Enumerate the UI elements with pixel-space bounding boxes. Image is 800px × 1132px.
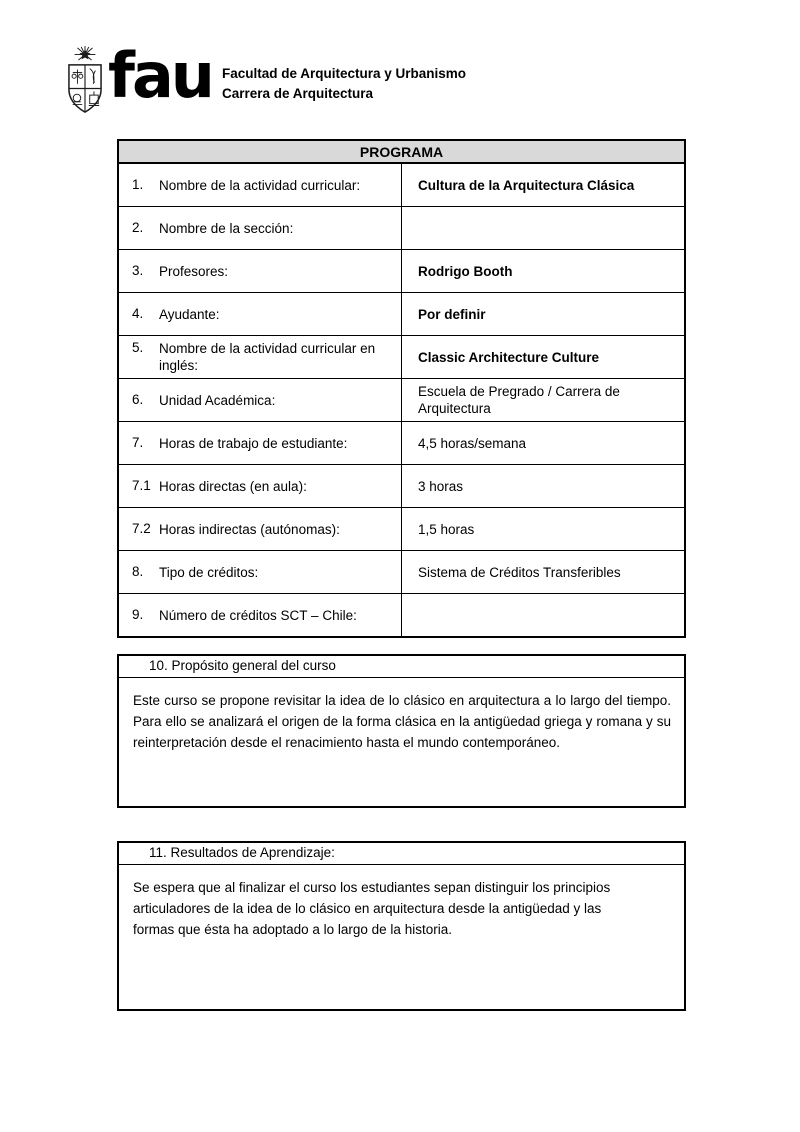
table-row-nombre-seccion (118, 207, 685, 250)
row-number: 6. (132, 391, 144, 407)
row-number: 1. (132, 176, 144, 192)
table-row-ayudante (118, 293, 685, 336)
row-label: 2. Nombre de la sección: (118, 207, 402, 250)
table-row-nombre-ingles (118, 336, 685, 379)
table-row-unidad-academica (118, 379, 685, 422)
row-value (402, 594, 686, 638)
row-label: 9. Número de créditos SCT – Chile: (118, 594, 402, 638)
row-number: 5. (132, 340, 144, 355)
table-row-nombre-actividad (118, 163, 685, 207)
row-number: 8. (132, 563, 144, 579)
career-name: Carrera de Arquitectura (221, 86, 374, 101)
row-number: 2. (132, 219, 144, 235)
row-label: 1. Nombre de la actividad curricular: (118, 163, 402, 207)
section-11-body: Se espera que al finalizar el curso los estudiantes sepan distinguir los principios articuladores de la idea de lo clásico en arquitectura desde la antigüedad y las formas que ésta ha adoptado a lo largo de la historia. (133, 880, 611, 937)
table-row-numero-creditos (118, 594, 685, 638)
row-value (402, 207, 686, 250)
faculty-name: Facultad de Arquitectura y Urbanismo (221, 66, 467, 81)
row-label: 5. Nombre de la actividad curricular en inglés: (118, 336, 402, 379)
program-table (117, 139, 686, 638)
row-number: 4. (132, 305, 144, 321)
section-11-title: 11. Resultados de Aprendizaje: (119, 843, 684, 865)
institution-header (64, 39, 467, 114)
row-number: 3. (132, 262, 144, 278)
row-number: 7. (132, 434, 144, 450)
section-10-body: Este curso se propone revisitar la idea de lo clásico en arquitectura a lo largo del tiempo. Para ello se analizará el origen de la forma clásica en la antigüedad griega y romana y su reinterpretación desde el renacimiento hasta el mundo contemporáneo. (133, 693, 671, 750)
fau-logo-text: fau (108, 39, 212, 112)
row-label: 4. Ayudante: (118, 293, 402, 336)
program-table-title-row (118, 140, 685, 163)
row-value: Rodrigo Booth (402, 250, 686, 293)
row-value: Escuela de Pregrado / Carrera de Arquitectura (402, 379, 686, 422)
section-10-title: 10. Propósito general del curso (119, 656, 684, 678)
table-row-tipo-creditos (118, 551, 685, 594)
row-value: Classic Architecture Culture (402, 336, 686, 379)
row-value: Cultura de la Arquitectura Clásica (402, 163, 686, 207)
row-label: 6. Unidad Académica: (118, 379, 402, 422)
program-table-title: PROGRAMA (118, 140, 685, 163)
row-label: 7.1 Horas directas (en aula): (118, 465, 402, 508)
row-label: 7. Horas de trabajo de estudiante: (118, 422, 402, 465)
row-value: 1,5 horas (402, 508, 686, 551)
row-number: 7.1 (132, 477, 151, 493)
row-number: 7.2 (132, 520, 151, 536)
table-row-horas-directas (118, 465, 685, 508)
table-row-horas-indirectas (118, 508, 685, 551)
section-resultados-aprendizaje (117, 841, 686, 1011)
row-label: 8. Tipo de créditos: (118, 551, 402, 594)
section-proposito-general (117, 654, 686, 808)
table-row-profesores (118, 250, 685, 293)
faculty-title-block (222, 64, 466, 104)
row-value: 4,5 horas/semana (402, 422, 686, 465)
table-row-horas-trabajo (118, 422, 685, 465)
row-label: 3. Profesores: (118, 250, 402, 293)
row-value: Por definir (402, 293, 686, 336)
row-number: 9. (132, 606, 144, 622)
row-value: Sistema de Créditos Transferibles (402, 551, 686, 594)
universidad-de-chile-shield-icon (64, 46, 106, 114)
row-label: 7.2 Horas indirectas (autónomas): (118, 508, 402, 551)
row-value: 3 horas (402, 465, 686, 508)
